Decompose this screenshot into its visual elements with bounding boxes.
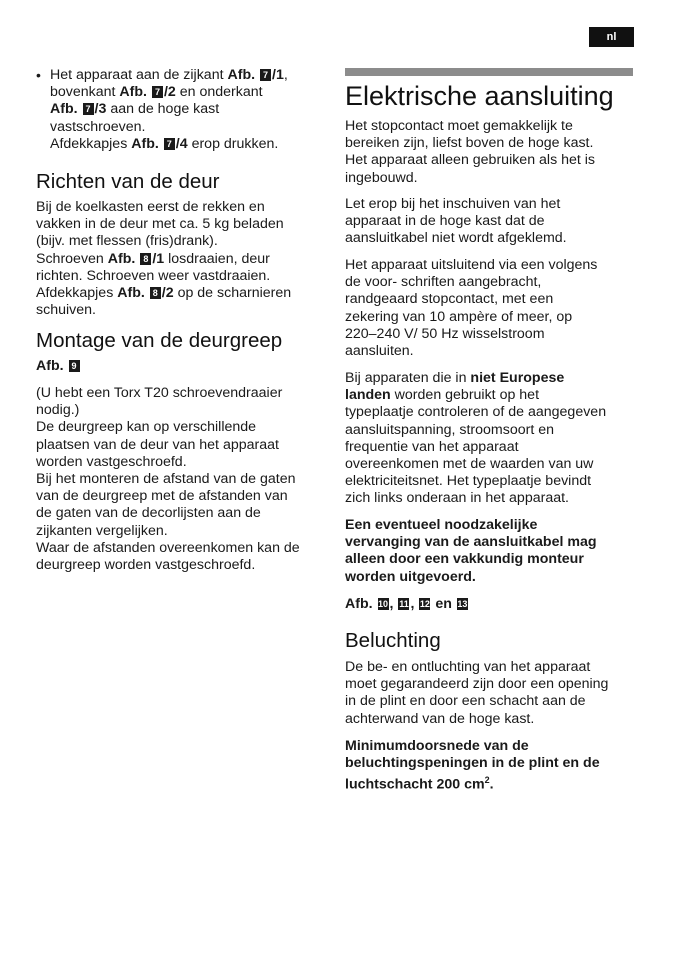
section-heading-handle-mounting: Montage van de deurgreep <box>36 329 283 352</box>
section-heading-door-alignment: Richten van de deur <box>36 170 220 193</box>
section-heading-ventilation: Beluchting <box>345 629 441 652</box>
figure-ref-box: 7 <box>260 69 271 81</box>
electrical-figure-refs: Afb. 10 , 11 , 12 en 13 <box>345 596 468 612</box>
language-tab: nl <box>589 27 634 47</box>
ventilation-requirement: Minimumdoorsnede van de beluchtingspeningen in de plint en de luchtschacht 200 $cm^2$. <box>345 738 600 794</box>
cable-replacement-warning: Een eventueel noodzakelijke vervanging van de aansluitkabel mag alleen door een vakkundig monteur worden uitgevoerd. <box>345 517 597 585</box>
section-rule <box>345 68 633 76</box>
handle-mounting-text: (U hebt een Torx T20 schroevendraaier nodig.) De deurgreep kan op verschillende plaatsen van de deur van het apparaat worden vastgeschroefd. Bij het monteren de afstand van de gaten van de deurgreep met de afstanden van de gaten van de decorlijsten aan de zijkanten vergelijken. Waar de afstanden overeenkomen kan de deurgreep worden vastgeschroefd. <box>36 385 300 574</box>
handle-figure-ref: Afb. 9 <box>36 358 81 375</box>
figure-ref-box: 7 <box>83 103 94 115</box>
electrical-p3: Het apparaat uitsluitend via een volgens de voor- schriften aangebracht, randgeaard stopcontact, met een zekering van 10 ampère of meer, op 220–240 V/ 50 Hz wisselstroom aansluiten. <box>345 257 598 360</box>
electrical-p1: Het stopcontact moet gemakkelijk te bereiken zijn, liefst boven de hoge kast. Het apparaat alleen gebruiken als het is ingebouwd. <box>345 118 596 186</box>
figure-ref-box: 9 <box>69 360 80 372</box>
bullet-text: Het apparaat aan de zijkant Afb. 7 /1, bovenkant Afb. 7 /2 en onderkant Afb. 7 /3 aan de hoge kast vastschroeven. Afdekkapjes Afb. 7 /4 erop drukken. <box>50 67 288 152</box>
ventilation-text: De be- en ontluchting van het apparaat moet gegarandeerd zijn door een opening in de plint en door een schacht aan de achterwand van de hoge kast. <box>345 659 609 727</box>
figure-ref-box: 13 <box>457 599 468 609</box>
figure-ref-box: 11 <box>399 599 409 609</box>
figure-ref-box: 10 <box>378 599 389 609</box>
figure-ref-box: 7 <box>152 86 163 98</box>
figure-ref-box: 8 <box>150 287 161 299</box>
door-alignment-text: Bij de koelkasten eerst de rekken en vakken in de deur met ca. 5 kg beladen (bijv. met flessen (fris)drank). Schroeven Afb. 8 /1 losdraaien, deur richten. Schroeven weer vastdraaien. Afdekkapjes Afb. 8 /2 op de scharnieren schuiven. <box>36 199 292 319</box>
figure-ref-box: 8 <box>140 253 151 265</box>
figure-ref-box: 7 <box>164 138 175 150</box>
electrical-p4: Bij apparaten die in niet Europese landen worden gebruikt op het typeplaatje controleren of de aangegeven aansluitspanning, stroomsoort en frequentie van het apparaat overeenkomen met de waarden van uw elektriciteitsnet. Het typeplaatje bevindt zich links onderaan in het apparaat. <box>345 370 607 507</box>
bullet-marker: • <box>36 67 41 83</box>
figure-ref-box: 12 <box>419 599 430 609</box>
electrical-p2: Let erop bij het inschuiven van het apparaat in de hoge kast dat de aansluitkabel niet wordt afgeklemd. <box>345 196 567 247</box>
page-title: Elektrische aansluiting <box>345 81 614 111</box>
